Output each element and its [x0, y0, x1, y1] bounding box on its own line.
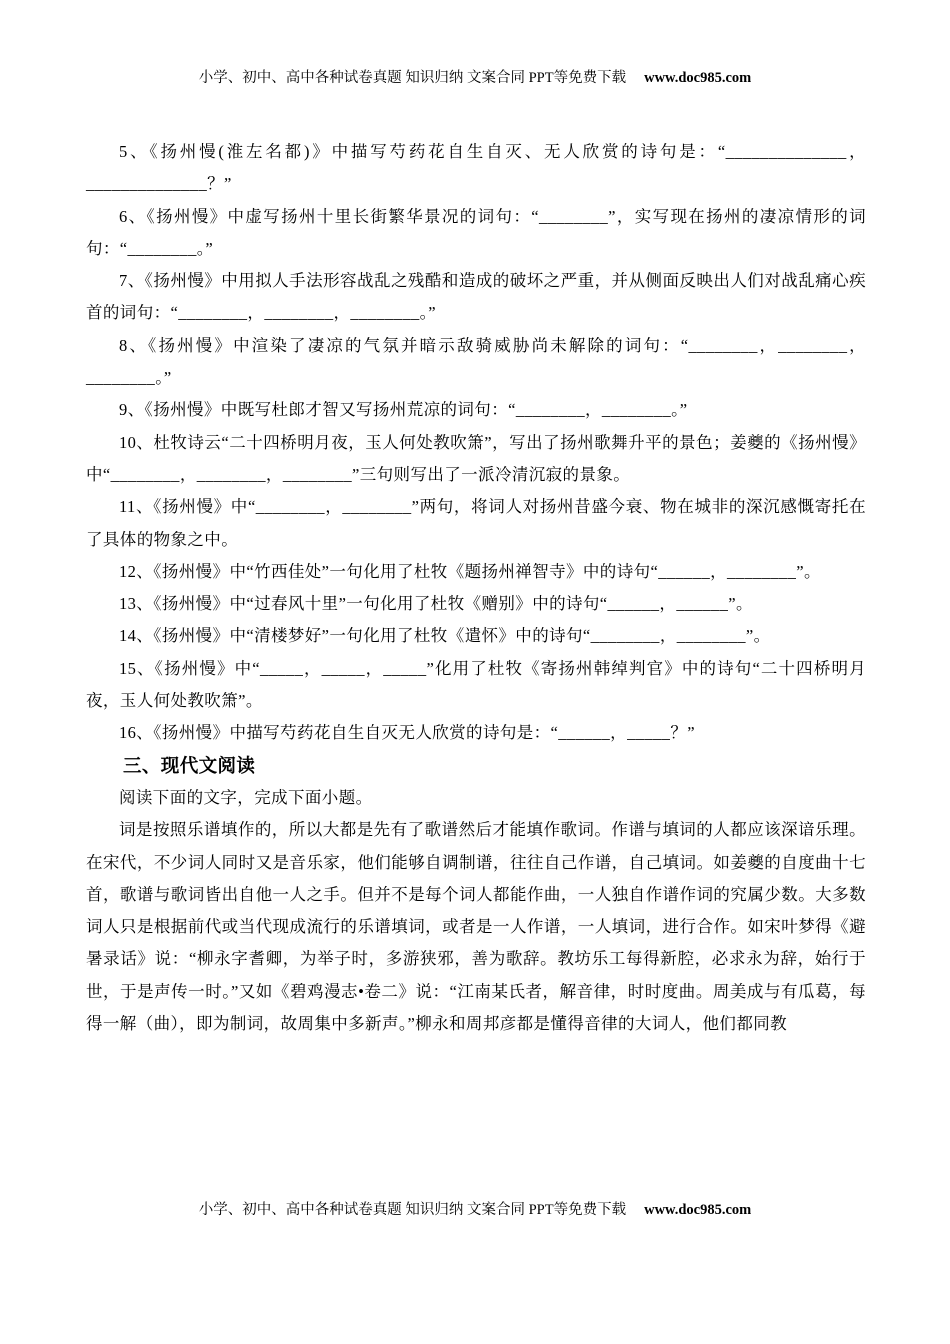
header-text: 小学、初中、高中各种试卷真题 知识归纳 文案合同 PPT等免费下载	[198, 70, 627, 86]
reading-instruction: 阅读下面的文字，完成下面小题。	[119, 787, 373, 807]
question-item-15: 15、《扬州慢》中“_____，_____，_____”化用了杜牧《寄扬州韩绰判官》中的诗句“二十四桥明月夜，玉人何处教吹箫”。	[86, 658, 866, 711]
footer-text: 小学、初中、高中各种试卷真题 知识归纳 文案合同 PPT等免费下载	[198, 1202, 627, 1218]
section-heading-modern-reading: 三、现代文阅读	[123, 754, 256, 776]
question-item-14: 14、《扬州慢》中“清楼梦好”一句化用了杜牧《遣怀》中的诗句“________，________”。	[119, 626, 771, 646]
footer-url: www.doc985.com	[644, 1202, 752, 1218]
question-item-16: 16、《扬州慢》中描写芍药花自生自灭无人欣赏的诗句是：“______，_____？”	[119, 723, 695, 743]
question-item-11: 11、《扬州慢》中“________，________”两句，将词人对扬州昔盛今衰、物在城非的深沉感慨寄托在了具体的物象之中。	[86, 497, 866, 549]
document-content	[86, 136, 866, 1040]
question-item-9: 9、《扬州慢》中既写杜郎才智又写扬州荒凉的词句：“________，________。”	[119, 400, 688, 420]
question-item-12: 12、《扬州慢》中“竹西佳处”一句化用了杜牧《题扬州禅智寺》中的诗句“______，________”。	[119, 561, 821, 581]
question-item-8: 8、《扬州慢》中渲染了凄凉的气氛并暗示敌骑威胁尚未解除的词句：“________，________，________。”	[86, 335, 866, 388]
page-header	[0, 66, 950, 87]
page-footer	[0, 1198, 950, 1219]
reading-passage: 词是按照乐谱填作的，所以大都是先有了歌谱然后才能填作歌词。作谱与填词的人都应该深谙乐理。在宋代，不少词人同时又是音乐家，他们能够自调制谱，往往自己作谱，自己填词。如姜夔的自度曲十七首，歌谱与歌词皆出自他一人之手。但并不是每个词人都能作曲，一人独自作谱作词的究属少数。大多数词人只是根据前代或当代现成流行的乐谱填词，或者是一人作谱，一人填词，进行合作。如宋叶梦得《避暑录话》说：“柳永字耆卿，为举子时，多游狭邪，善为歌辞。教坊乐工每得新腔，必求永为辞，始行于世，于是声传一时。”又如《碧鸡漫志•卷二》说：“江南某氏者，解音律，时时度曲。周美成与有瓜葛，每得一解（曲），即为制词，故周集中多新声。”柳永和周邦彦都是懂得音律的大词人，他们都同教	[86, 820, 866, 1034]
question-item-10: 10、杜牧诗云“二十四桥明月夜，玉人何处教吹箫”，写出了扬州歌舞升平的景色；姜夔的《扬州慢》中“________，________，________”三句则写出了一派冷清沉寂的景象。	[86, 432, 866, 484]
question-item-5: 5、《扬州慢(淮左名都)》中描写芍药花自生自灭、无人欣赏的诗句是：“______________，______________？”	[86, 142, 866, 194]
question-item-13: 13、《扬州慢》中“过春风十里”一句化用了杜牧《赠别》中的诗句“______，______”。	[119, 594, 753, 614]
header-url: www.doc985.com	[644, 70, 752, 86]
question-item-6: 6、《扬州慢》中虚写扬州十里长街繁华景况的词句：“________”，实写现在扬州的凄凉情形的词句：“________。”	[86, 206, 866, 258]
question-item-7: 7、《扬州慢》中用拟人手法形容战乱之残酷和造成的破坏之严重，并从侧面反映出人们对战乱痛心疾首的词句：“________，________，________。”	[86, 271, 866, 323]
